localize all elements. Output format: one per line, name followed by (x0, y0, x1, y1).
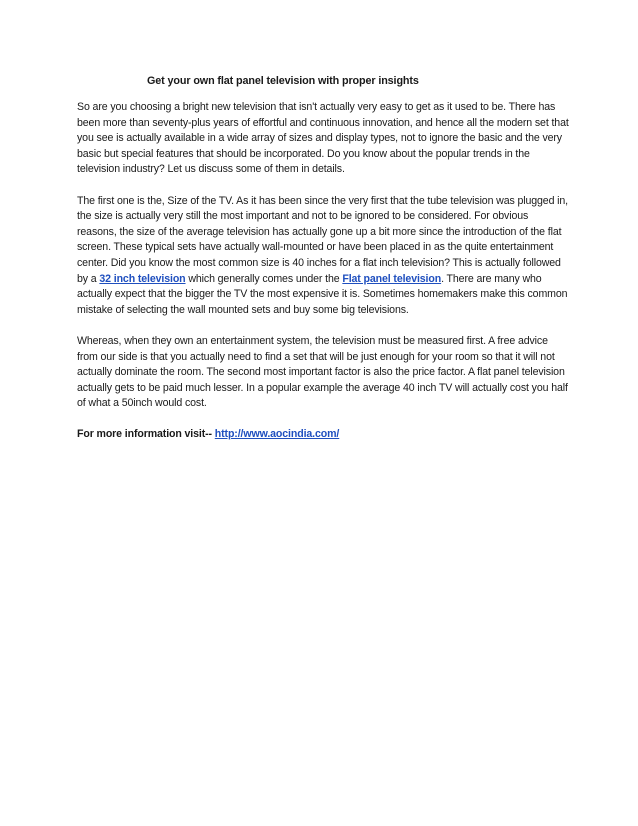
paragraph-price: Whereas, when they own an entertainment system, the television must be measured first. A free advice from our side is that you actually need to find a set that will be just enough for your room so that it will not actually dominate the room. The second most important factor is also the price factor. A flat panel television actually gets to be paid much lesser. In a popular example the average 40 inch TV will actually cost you half of what a 50inch would cost. (77, 334, 568, 410)
website-link[interactable]: http://www.aocindia.com/ (214, 428, 340, 441)
link-flat-panel-television[interactable]: Flat panel television (342, 272, 442, 285)
document-body (77, 74, 569, 459)
document-title: Get your own flat panel television with proper insights (147, 75, 419, 87)
paragraph-size-text-3: . There are many who actually expect that the bigger the TV the most expensive it is. Sometimes homemakers make this common mistake of selecting the wall mounted sets and buy some big televisions. (77, 272, 568, 316)
paragraph-size (77, 194, 569, 319)
more-info-line (77, 427, 569, 443)
paragraph-size-text-2: which generally comes under the (185, 272, 343, 285)
paragraph-intro: So are you choosing a bright new television that isn't actually very easy to get as it used to be. There has been more than seventy-plus years of effortful and continuous innovation, and hence all the modern set that you see is actually available in a wide array of sizes and display types, not to ignore the basic and the very basic but special features that should be incorporated. Do you know about the popular trends in the television industry? Let us discuss some of them in details. (77, 101, 569, 176)
link-32-inch-television[interactable]: 32 inch television (99, 272, 186, 285)
more-info-label: For more information visit-- (77, 428, 215, 441)
paragraph-size-text-1: The first one is the, Size of the TV. As it has been since the very first that the tube television was plugged in, the size is actually very still the most important and not to be ignored to be considered. For obvious reasons, the size of the average television has actually gone up a bit more since the introduction of the flat screen. These typical sets have actually wall-mounted or have been placed in as the quite entertainment center. Did you know the most common size is 40 inches for a flat inch television? This is actually followed by a (77, 194, 568, 285)
